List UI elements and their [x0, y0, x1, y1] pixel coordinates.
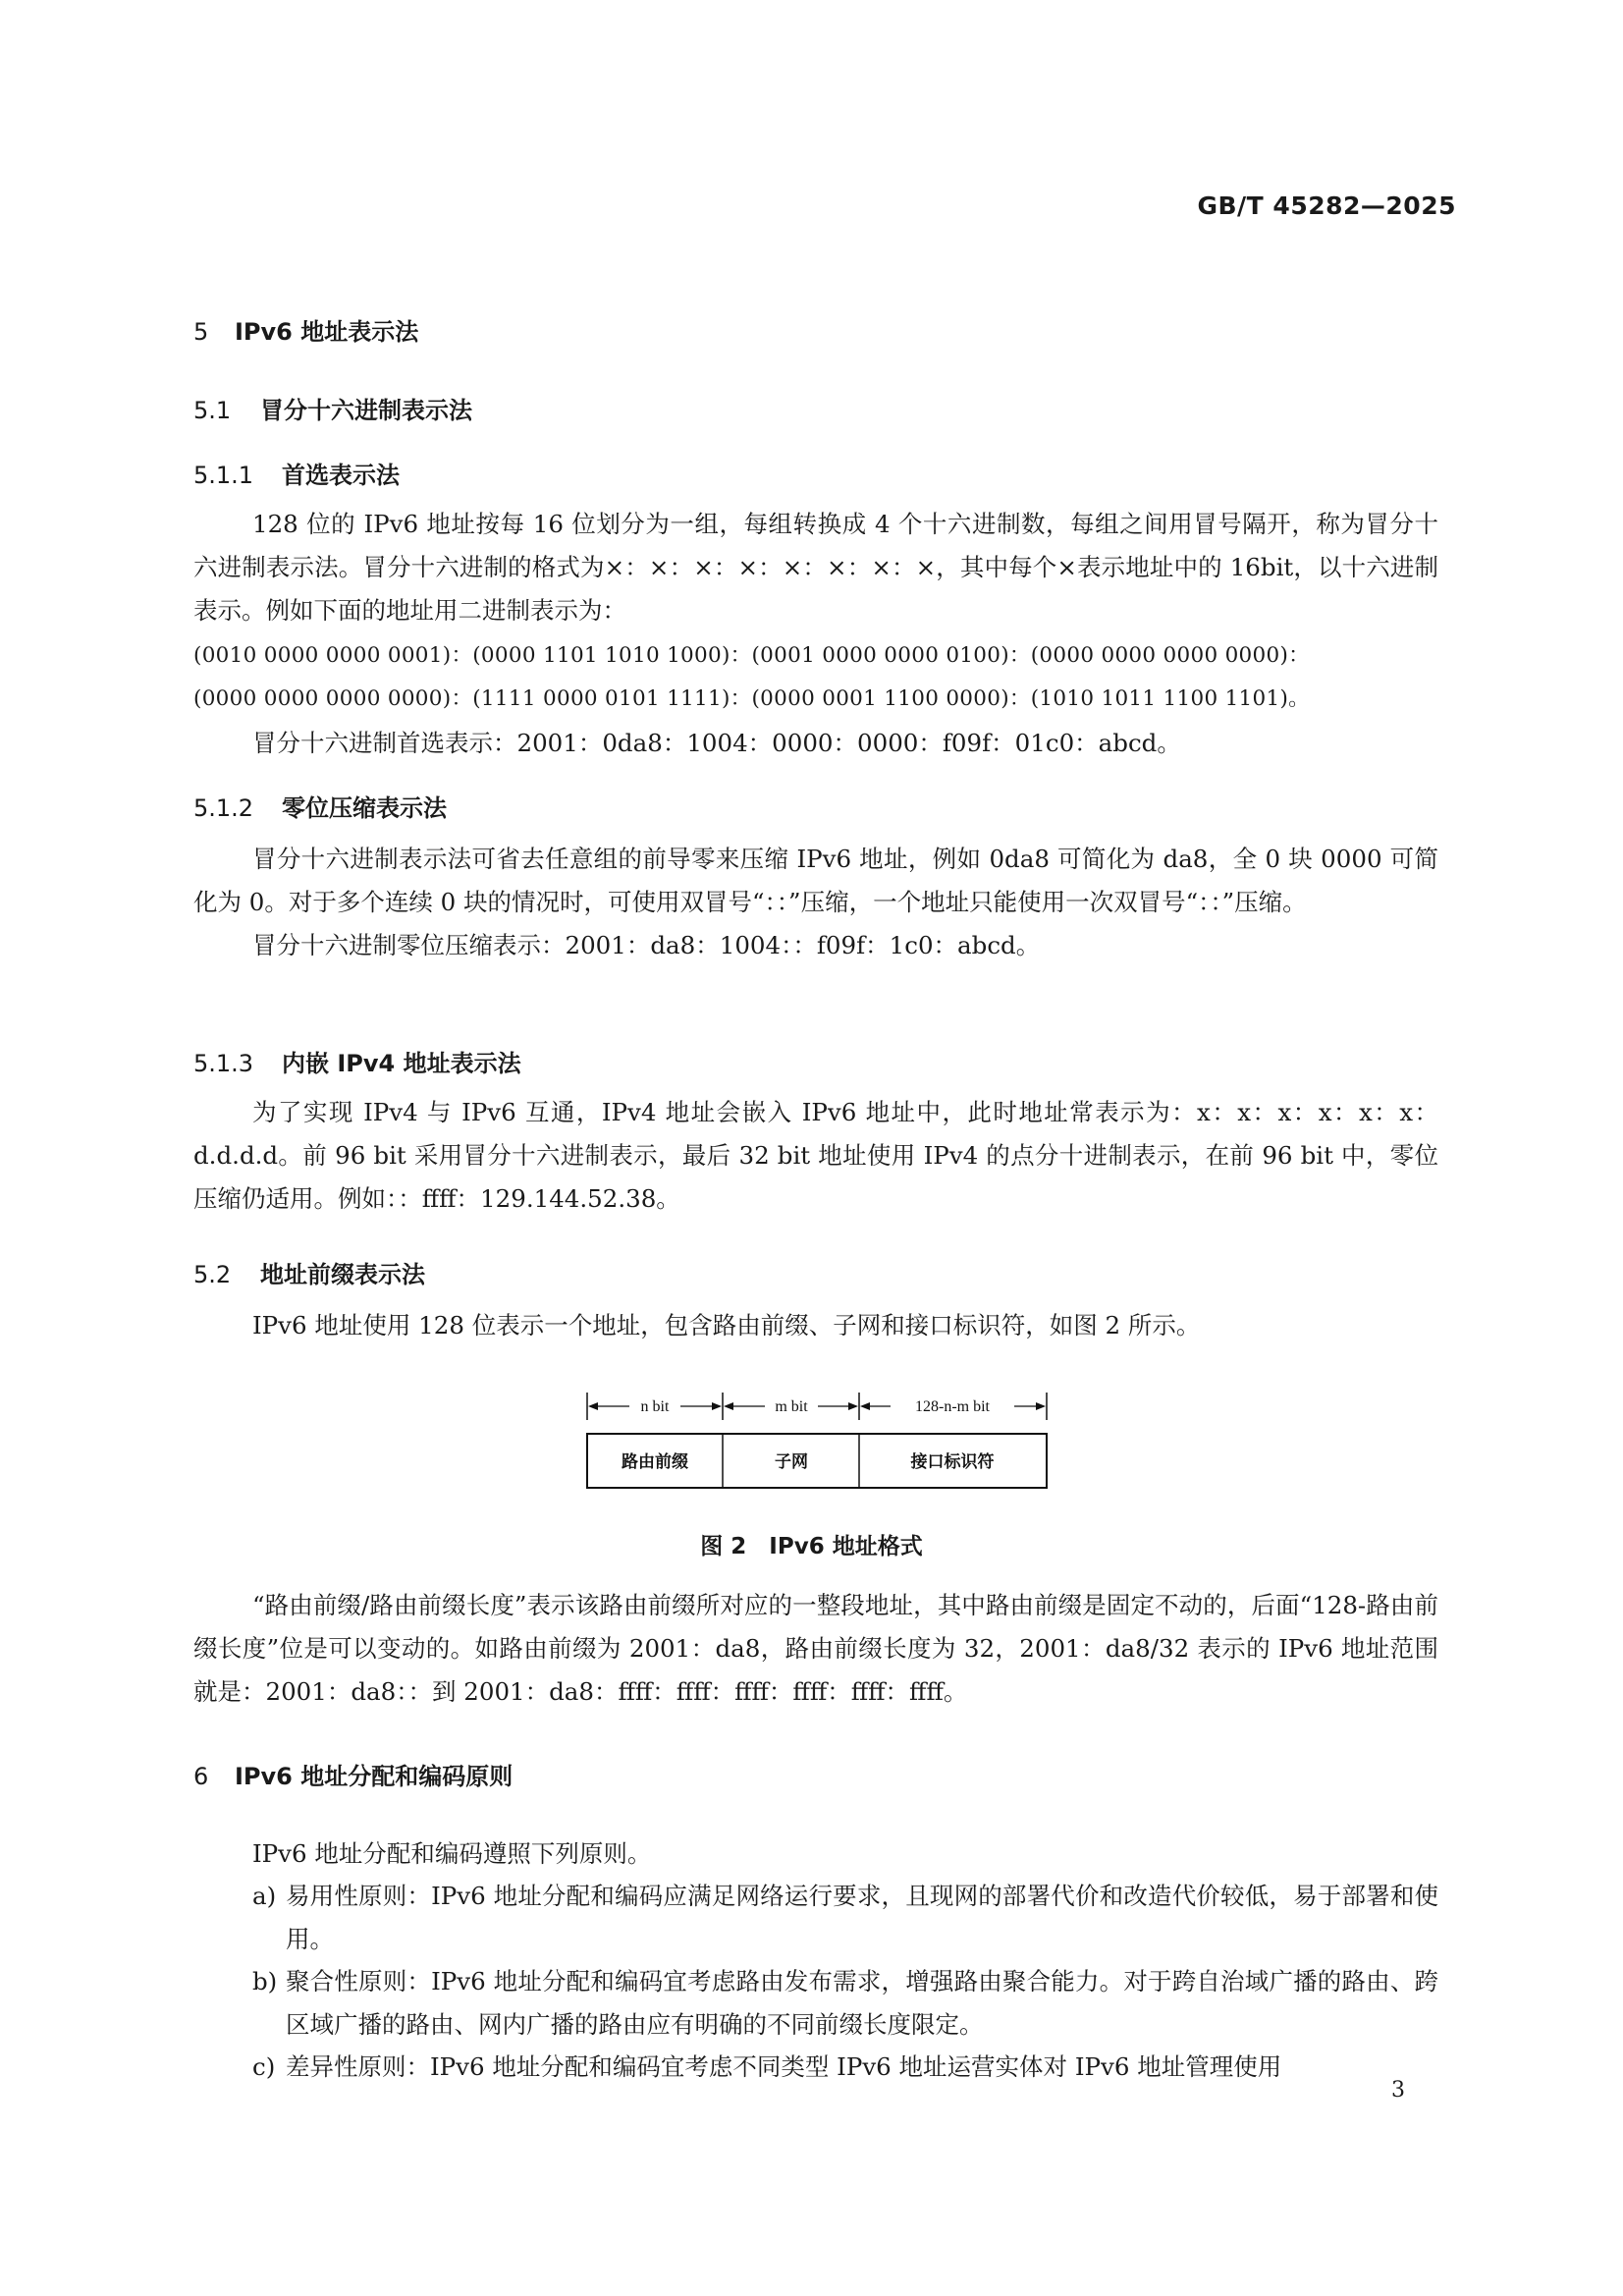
- paragraph-preferred-form: [193, 503, 1438, 632]
- paragraph-zero-compression: [193, 838, 1438, 967]
- paragraph-prefix-intro: [193, 1304, 1438, 1347]
- example-text: 冒分十六进制首选表示：2001：0da8：1004：0000：0000：f09f：01c0：abcd。: [252, 729, 1181, 757]
- standard-code: GB/T 45282—2025: [1197, 191, 1456, 220]
- binary-line-2: (0000 0000 0000 0000)：(1111 0000 0101 1111)：(0000 0001 1100 0000)：(1010 1011 1100 1101)。: [193, 686, 1310, 711]
- paragraph-text: 冒分十六进制表示法可省去任意组的前导零来压缩 IPv6 地址，例如 0da8 可简化为 da8，全 0 块 0000 可简化为 0。对于多个连续 0 块的情况时，可使用双冒号“：：”压缩，一个地址只能使用一次双冒号“：：”压缩。: [193, 845, 1438, 916]
- section-5-heading: [193, 312, 418, 347]
- preferred-example: [193, 722, 1438, 765]
- page-number: 3: [1391, 2078, 1405, 2103]
- dim-label-rest: 128-n-m bit: [915, 1398, 990, 1415]
- ipv6-address-format-figure: [586, 1393, 1048, 1491]
- section-number: 5.1.2: [193, 794, 254, 822]
- list-item-text: 聚合性原则：IPv6 地址分配和编码宜考虑路由发布需求，增强路由聚合能力。对于跨自治域广播的路由、跨区域广播的路由、网内广播的路由应有明确的不同前缀长度限定。: [286, 1967, 1438, 2039]
- dim-label-n: n bit: [640, 1398, 670, 1415]
- section-title: 零位压缩表示法: [282, 794, 447, 822]
- section-5-1-heading: [193, 391, 472, 425]
- paragraph-text: 为了实现 IPv4 与 IPv6 互通，IPv4 地址会嵌入 IPv6 地址中，此时地址常表示为：x：x：x：x：x：x：d.d.d.d。前 96 bit 采用冒分十六进制表示，最后 32 bit 地址使用 IPv4 的点分十进制表示，在前 96 bit 中，零位压缩仍适用。例如：：ffff：129.144.52.38。: [193, 1098, 1438, 1213]
- section-6-heading: [193, 1757, 513, 1791]
- binary-line-1: (0010 0000 0000 0001)：(0000 1101 1010 1000)：(0001 0000 0000 0100)：(0000 0000 0000 0000)：: [193, 643, 1310, 668]
- section-number: 5: [193, 318, 209, 346]
- list-marker: a): [252, 1882, 277, 1910]
- section-5-1-1-heading: [193, 456, 400, 490]
- list-item: [193, 1960, 1438, 2047]
- list-item: [193, 1875, 1438, 1961]
- section-number: 5.1.3: [193, 1050, 254, 1077]
- cell-interface-id: 接口标识符: [910, 1452, 995, 1472]
- example-text: 冒分十六进制零位压缩表示：2001：da8：1004：：f09f：1c0：abcd。: [252, 931, 1041, 959]
- section-5-1-2-heading: [193, 789, 447, 823]
- paragraph-principles-intro: [193, 1832, 1438, 1876]
- list-marker: b): [252, 1967, 278, 1995]
- dim-label-m: m bit: [775, 1398, 808, 1415]
- paragraph-prefix-length: [193, 1584, 1438, 1714]
- section-title: 冒分十六进制表示法: [260, 397, 472, 424]
- cell-routing-prefix: 路由前缀: [622, 1452, 688, 1472]
- section-5-2-heading: [193, 1255, 425, 1289]
- section-title: IPv6 地址分配和编码原则: [235, 1763, 514, 1790]
- section-title: 首选表示法: [282, 462, 400, 489]
- section-number: 5.1.1: [193, 462, 254, 489]
- section-number: 5.1: [193, 397, 232, 424]
- section-title: 地址前缀表示法: [260, 1261, 425, 1288]
- cell-subnet: 子网: [775, 1452, 808, 1472]
- paragraph-text: IPv6 地址使用 128 位表示一个地址，包含路由前缀、子网和接口标识符，如图 2 所示。: [252, 1311, 1201, 1339]
- list-item-text: 易用性原则：IPv6 地址分配和编码应满足网络运行要求，且现网的部署代价和改造代价较低，易于部署和使用。: [286, 1882, 1438, 1953]
- section-title: 内嵌 IPv4 地址表示法: [282, 1050, 521, 1077]
- section-title: IPv6 地址表示法: [235, 318, 419, 346]
- paragraph-text: 128 位的 IPv6 地址按每 16 位划分为一组，每组转换成 4 个十六进制数，每组之间用冒号隔开，称为冒分十六进制表示法。冒分十六进制的格式为×：×：×：×：×：×：×：×，其中每个×表示地址中的 16bit，以十六进制表示。例如下面的地址用二进制表示为：: [193, 510, 1438, 625]
- list-item: [193, 2046, 1438, 2089]
- section-5-1-3-heading: [193, 1044, 521, 1078]
- figure-caption: 图 2 IPv6 地址格式: [700, 1534, 923, 1559]
- section-number: 6: [193, 1763, 209, 1790]
- list-marker: c): [252, 2052, 276, 2081]
- paragraph-text: “路由前缀/路由前缀长度”表示该路由前缀所对应的一整段地址，其中路由前缀是固定不动的，后面“128-路由前缀长度”位是可以变动的。如路由前缀为 2001：da8，路由前缀长度为 32，2001：da8/32 表示的 IPv6 地址范围就是：2001：da8：：到 2001：da8：ffff：ffff：ffff：ffff：ffff：ffff。: [193, 1591, 1438, 1706]
- list-item-text: 差异性原则：IPv6 地址分配和编码宜考虑不同类型 IPv6 地址运营实体对 IPv6 地址管理使用: [286, 2052, 1282, 2081]
- section-number: 5.2: [193, 1261, 232, 1288]
- paragraph-text: IPv6 地址分配和编码遵照下列原则。: [252, 1839, 652, 1868]
- paragraph-embedded-ipv4: [193, 1091, 1438, 1221]
